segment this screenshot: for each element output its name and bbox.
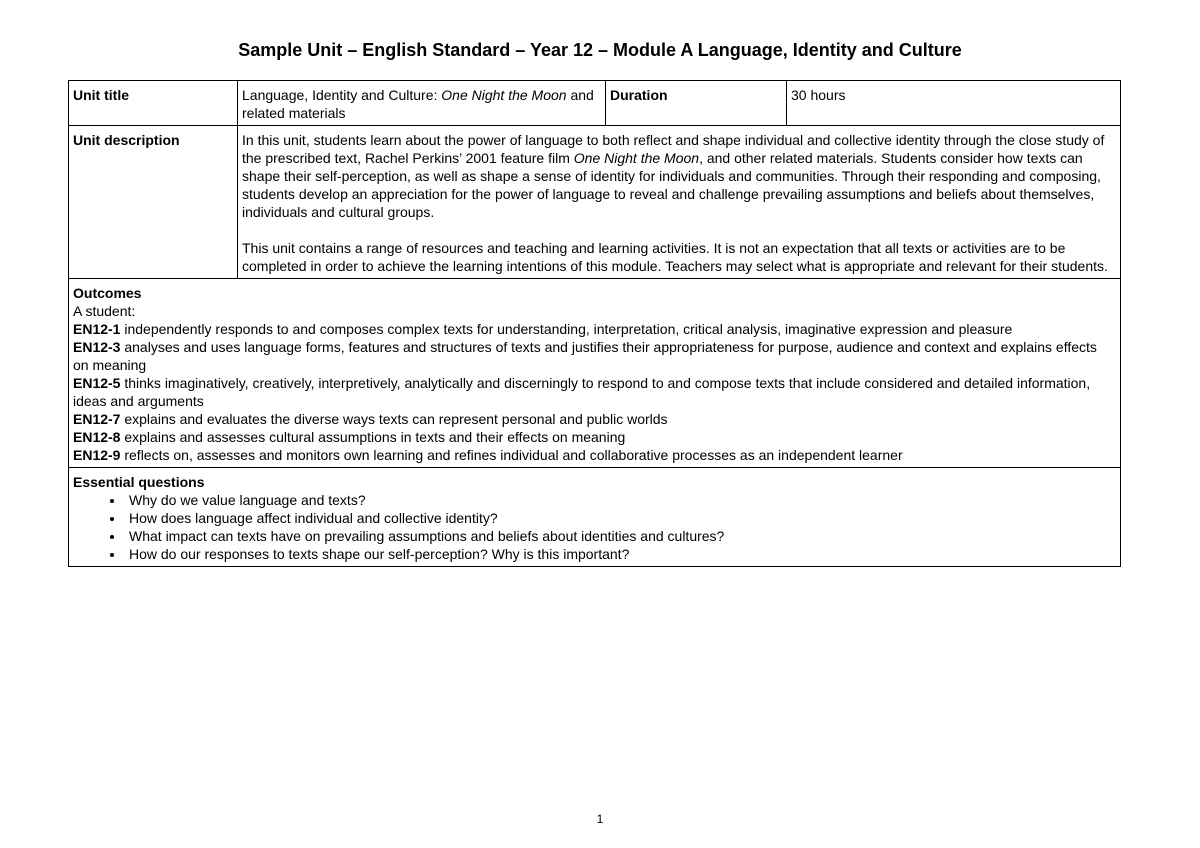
outcome-text: explains and evaluates the diverse ways texts can represent personal and public worlds bbox=[120, 411, 668, 427]
unit-title-film-name: One Night the Moon bbox=[441, 87, 567, 103]
outcome-code: EN12-8 bbox=[73, 429, 121, 445]
outcome-text: reflects on, assesses and monitors own learning and refines individual and collaborative processes as an independent learner bbox=[120, 447, 903, 463]
unit-description-label-cell bbox=[69, 126, 238, 279]
unit-title-row bbox=[69, 81, 1121, 126]
outcome-code: EN12-7 bbox=[73, 411, 121, 427]
duration-label: Duration bbox=[610, 87, 668, 103]
unit-description-film-name: One Night the Moon bbox=[573, 150, 700, 166]
outcome-code: EN12-9 bbox=[73, 447, 121, 463]
unit-description-paragraph-2: This unit contains a range of resources and teaching and learning activities. It is not an expectation that all texts or activities are to be completed in order to achieve the learning intentions of this module. Teachers may select what is appropriate and relevant for their students. bbox=[242, 240, 1108, 274]
outcome-text: independently responds to and composes complex texts for understanding, interpretation, critical analysis, imaginative expression and pleasure bbox=[120, 321, 1013, 337]
outcome-item bbox=[73, 428, 1116, 446]
essential-questions-cell bbox=[69, 468, 1121, 567]
outcome-item bbox=[73, 320, 1116, 338]
outcome-item bbox=[73, 338, 1116, 374]
outcome-text: thinks imaginatively, creatively, interpretively, analytically and discerningly to respond to and compose texts that include considered and detailed information, ideas and arguments bbox=[73, 375, 1091, 409]
duration-value-cell bbox=[787, 81, 1121, 126]
outcome-item bbox=[73, 446, 1116, 464]
essential-questions-label: Essential questions bbox=[73, 474, 205, 490]
unit-title-value-suffix: and related materials bbox=[242, 87, 594, 121]
outcome-item bbox=[73, 410, 1116, 428]
page-title: Sample Unit – English Standard – Year 12 – Module A Language, Identity and Culture bbox=[238, 40, 962, 60]
unit-title-value-cell bbox=[238, 81, 606, 126]
outcomes-row bbox=[69, 279, 1121, 468]
page-number: 1 bbox=[596, 812, 604, 826]
outcome-item bbox=[73, 374, 1116, 410]
unit-title-label-cell bbox=[69, 81, 238, 126]
essential-question-item: • What impact can texts have on prevailing assumptions and beliefs about identities and cultures? bbox=[125, 527, 1116, 545]
outcomes-label: Outcomes bbox=[73, 285, 142, 301]
essential-questions-list bbox=[73, 491, 1116, 563]
unit-title-label: Unit title bbox=[73, 87, 129, 103]
essential-question-item: • Why do we value language and texts? bbox=[125, 491, 1116, 509]
outcome-code: EN12-1 bbox=[73, 321, 121, 337]
outcome-text: analyses and uses language forms, features and structures of texts and justifies their appropriateness for purpose, audience and context and explains effects on meaning bbox=[73, 339, 1097, 373]
unit-description-paragraph-1 bbox=[242, 131, 1116, 221]
duration-value: 30 hours bbox=[791, 87, 846, 103]
unit-description-row bbox=[69, 126, 1121, 279]
outcomes-intro: A student: bbox=[73, 303, 136, 319]
outcome-code: EN12-5 bbox=[73, 375, 121, 391]
essential-question-item: • How does language affect individual and collective identity? bbox=[125, 509, 1116, 527]
essential-questions-row bbox=[69, 468, 1121, 567]
outcomes-cell bbox=[69, 279, 1121, 468]
essential-question-item: • How do our responses to texts shape our self-perception? Why is this important? bbox=[125, 545, 1116, 563]
outcome-text: explains and assesses cultural assumptions in texts and their effects on meaning bbox=[120, 429, 626, 445]
unit-description-value-cell bbox=[238, 126, 1121, 279]
unit-description-label: Unit description bbox=[73, 132, 180, 148]
unit-title-value-prefix: Language, Identity and Culture: bbox=[242, 87, 442, 103]
duration-label-cell bbox=[606, 81, 787, 126]
unit-description-p1-end: , and other related materials. Students consider how texts can shape their self-perception, as well as shape a sense of identity for individuals and communities. Through their responding and composing, students develop an appreciation for the power of language to reveal and challenge prevailing assumptions and beliefs about themselves, individuals and cultural groups. bbox=[242, 150, 1101, 220]
unit-description-p1-start: In this unit, students learn about the power of language to both reflect and shape individual and collective identity through the close study of the prescribed text, Rachel Perkins’ 2001 feature film bbox=[242, 132, 1105, 166]
outcome-code: EN12-3 bbox=[73, 339, 121, 355]
unit-overview-table bbox=[68, 80, 1121, 567]
